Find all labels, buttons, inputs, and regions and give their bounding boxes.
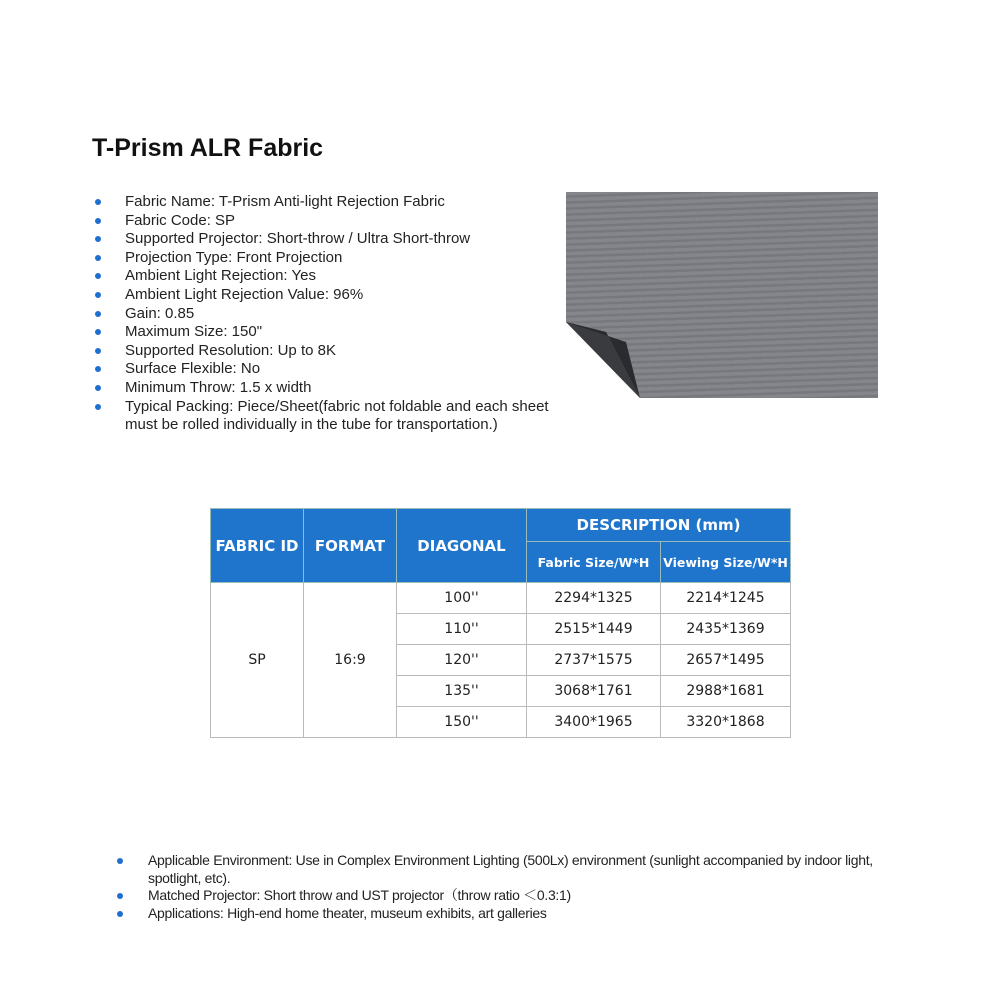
size-table	[210, 508, 791, 738]
fabric-fold-corner	[566, 192, 878, 398]
header-description: DESCRIPTION (mm)	[527, 509, 791, 542]
cell-diagonal: 100''	[397, 583, 527, 614]
cell-diagonal: 135''	[397, 676, 527, 707]
spec-item: Typical Packing: Piece/Sheet(fabric not foldable and each sheet must be rolled individually in the tube for transportation.)	[90, 398, 550, 435]
spec-item: Fabric Name: T-Prism Anti-light Rejection Fabric	[90, 193, 550, 212]
header-format: FORMAT	[304, 509, 397, 583]
cell-fabric-size: 2515*1449	[527, 614, 661, 645]
notes-list	[112, 852, 882, 922]
header-fabric-size: Fabric Size/W*H	[527, 542, 661, 583]
spec-item: Supported Projector: Short-throw / Ultra Short-throw	[90, 230, 550, 249]
fabric-sample-image	[566, 192, 878, 398]
cell-fabric-size: 2737*1575	[527, 645, 661, 676]
page-title: T-Prism ALR Fabric	[92, 134, 324, 162]
cell-viewing-size: 2435*1369	[661, 614, 791, 645]
table-row	[211, 583, 791, 614]
spec-item: Fabric Code: SP	[90, 212, 550, 231]
spec-item: Ambient Light Rejection: Yes	[90, 267, 550, 286]
cell-fabric-size: 3068*1761	[527, 676, 661, 707]
header-diagonal: DIAGONAL	[397, 509, 527, 583]
header-fabric-id: FABRIC ID	[211, 509, 304, 583]
cell-fabric-size: 2294*1325	[527, 583, 661, 614]
spec-item: Projection Type: Front Projection	[90, 249, 550, 268]
spec-list	[90, 193, 550, 435]
cell-diagonal: 150''	[397, 707, 527, 738]
spec-item: Maximum Size: 150"	[90, 323, 550, 342]
cell-fabric-id: SP	[211, 583, 304, 738]
cell-viewing-size: 2657*1495	[661, 645, 791, 676]
note-item: Applications: High-end home theater, museum exhibits, art galleries	[112, 905, 882, 923]
cell-fabric-size: 3400*1965	[527, 707, 661, 738]
spec-item: Gain: 0.85	[90, 305, 550, 324]
spec-item: Supported Resolution: Up to 8K	[90, 342, 550, 361]
cell-viewing-size: 2214*1245	[661, 583, 791, 614]
header-viewing-size: Viewing Size/W*H	[661, 542, 791, 583]
cell-viewing-size: 3320*1868	[661, 707, 791, 738]
spec-item: Ambient Light Rejection Value: 96%	[90, 286, 550, 305]
cell-viewing-size: 2988*1681	[661, 676, 791, 707]
cell-diagonal: 110''	[397, 614, 527, 645]
note-item: Applicable Environment: Use in Complex Environment Lighting (500Lx) environment (sunlight accompanied by indoor light, spotlight, etc).	[112, 852, 882, 887]
cell-format: 16:9	[304, 583, 397, 738]
spec-item: Surface Flexible: No	[90, 360, 550, 379]
note-item: Matched Projector: Short throw and UST projector（throw ratio ＜0.3:1)	[112, 887, 882, 905]
spec-item: Minimum Throw: 1.5 x width	[90, 379, 550, 398]
cell-diagonal: 120''	[397, 645, 527, 676]
